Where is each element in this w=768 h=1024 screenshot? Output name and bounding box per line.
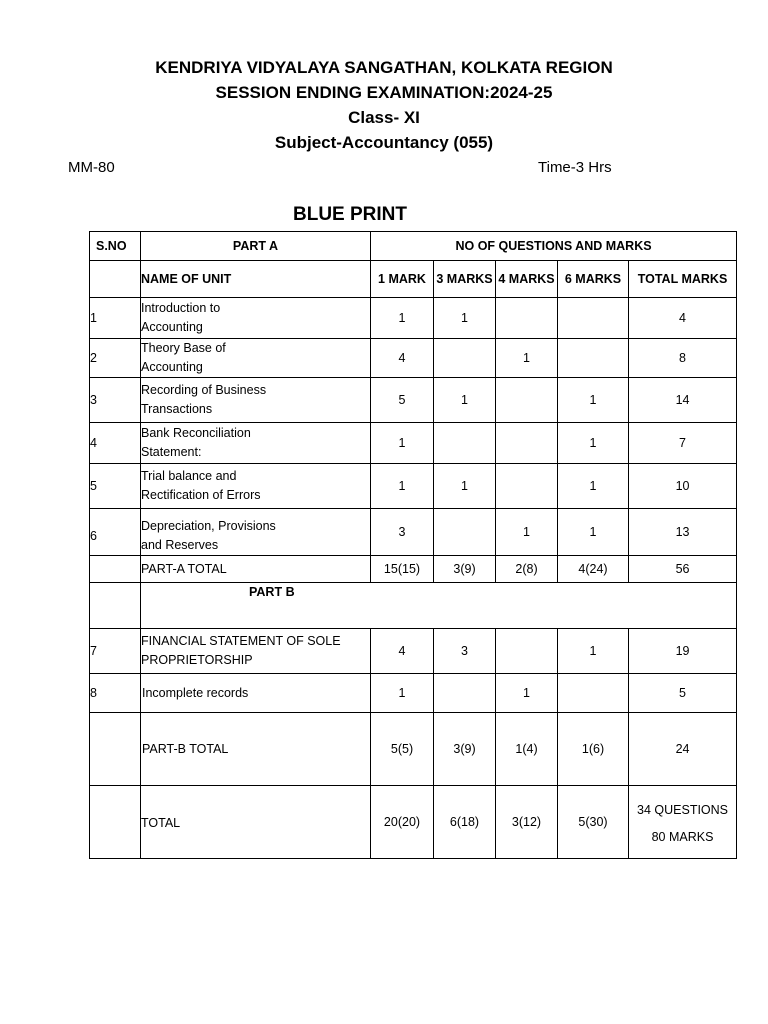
row-sno: 3 xyxy=(90,378,141,423)
part-b-total-marks: 24 xyxy=(629,713,737,786)
row-sno: 2 xyxy=(90,339,141,378)
row-6marks xyxy=(558,298,629,339)
grand-total-1mark: 20(20) xyxy=(371,786,434,859)
row-total: 5 xyxy=(629,674,737,713)
part-a-total-row xyxy=(90,556,737,583)
col-sno-header: S.NO xyxy=(90,232,141,261)
row-unit-name: Recording of Business Transactions xyxy=(141,378,371,423)
row-6marks: 1 xyxy=(558,378,629,423)
row-sno: 4 xyxy=(90,423,141,464)
row-sno: 7 xyxy=(90,629,141,674)
max-marks: MM-80 xyxy=(68,159,115,176)
row-unit-name: Incomplete records xyxy=(141,674,371,713)
col-1mark-header: 1 MARK xyxy=(371,261,434,298)
row-sno: 8 xyxy=(90,674,141,713)
row-6marks xyxy=(558,674,629,713)
row-1mark: 5 xyxy=(371,378,434,423)
empty-cell xyxy=(90,786,141,859)
row-6marks: 1 xyxy=(558,629,629,674)
row-6marks xyxy=(558,339,629,378)
row-unit-name: Theory Base of Accounting xyxy=(141,339,371,378)
table-row xyxy=(90,339,737,378)
part-a-total-6marks: 4(24) xyxy=(558,556,629,583)
row-unit-name: Depreciation, Provisions and Reserves xyxy=(141,509,371,556)
row-1mark: 4 xyxy=(371,629,434,674)
table-row xyxy=(90,378,737,423)
grand-total-row xyxy=(90,786,737,859)
part-a-total-marks: 56 xyxy=(629,556,737,583)
row-3marks: 1 xyxy=(434,298,496,339)
row-3marks xyxy=(434,674,496,713)
part-b-total-label: PART-B TOTAL xyxy=(141,713,371,786)
row-1mark: 1 xyxy=(371,423,434,464)
table-row xyxy=(90,464,737,509)
row-unit-name: FINANCIAL STATEMENT OF SOLE PROPRIETORSHIP xyxy=(141,629,371,674)
table-row xyxy=(90,629,737,674)
col-group-header: NO OF QUESTIONS AND MARKS xyxy=(371,232,737,261)
row-3marks: 1 xyxy=(434,464,496,509)
row-total: 8 xyxy=(629,339,737,378)
table-row xyxy=(90,423,737,464)
row-unit-name: Bank Reconciliation Statement: xyxy=(141,423,371,464)
part-a-total-3marks: 3(9) xyxy=(434,556,496,583)
exam-time: Time-3 Hrs xyxy=(538,159,612,176)
part-b-heading: PART B xyxy=(141,583,737,629)
row-unit-name: Trial balance and Rectification of Errors xyxy=(141,464,371,509)
row-4marks: 1 xyxy=(496,674,558,713)
part-b-heading-row xyxy=(90,583,737,629)
row-4marks xyxy=(496,464,558,509)
row-4marks xyxy=(496,378,558,423)
row-3marks: 1 xyxy=(434,378,496,423)
row-total: 10 xyxy=(629,464,737,509)
col-total-header: TOTAL MARKS xyxy=(629,261,737,298)
school-name: KENDRIYA VIDYALAYA SANGATHAN, KOLKATA REGION xyxy=(155,58,613,77)
row-3marks xyxy=(434,423,496,464)
row-total: 14 xyxy=(629,378,737,423)
part-b-total-3marks: 3(9) xyxy=(434,713,496,786)
row-total: 4 xyxy=(629,298,737,339)
row-1mark: 1 xyxy=(371,674,434,713)
col-6marks-header: 6 MARKS xyxy=(558,261,629,298)
col-4marks-header: 4 MARKS xyxy=(496,261,558,298)
subject-label: Subject-Accountancy (055) xyxy=(274,133,494,152)
row-3marks xyxy=(434,509,496,556)
row-3marks xyxy=(434,339,496,378)
row-total: 7 xyxy=(629,423,737,464)
part-a-total-1mark: 15(15) xyxy=(371,556,434,583)
empty-cell xyxy=(90,556,141,583)
header-row-1 xyxy=(90,232,737,261)
part-b-total-4marks: 1(4) xyxy=(496,713,558,786)
table-row xyxy=(90,298,737,339)
row-1mark: 1 xyxy=(371,464,434,509)
exam-title: SESSION ENDING EXAMINATION:2024-25 xyxy=(215,83,553,102)
grand-total-marks: 34 QUESTIONS 80 MARKS xyxy=(629,786,737,859)
row-4marks xyxy=(496,629,558,674)
row-3marks: 3 xyxy=(434,629,496,674)
row-6marks: 1 xyxy=(558,423,629,464)
row-total: 19 xyxy=(629,629,737,674)
row-6marks: 1 xyxy=(558,509,629,556)
row-sno: 6 xyxy=(90,509,141,556)
row-6marks: 1 xyxy=(558,464,629,509)
grand-total-4marks: 3(12) xyxy=(496,786,558,859)
grand-total-6marks: 5(30) xyxy=(558,786,629,859)
row-1mark: 4 xyxy=(371,339,434,378)
row-4marks: 1 xyxy=(496,339,558,378)
col-unit-header: NAME OF UNIT xyxy=(141,261,371,298)
part-b-total-1mark: 5(5) xyxy=(371,713,434,786)
grand-total-3marks: 6(18) xyxy=(434,786,496,859)
row-1mark: 3 xyxy=(371,509,434,556)
class-label: Class- XI xyxy=(348,108,420,127)
grand-total-label: TOTAL xyxy=(141,786,371,859)
blueprint-table xyxy=(89,231,737,859)
col-part-a-header: PART A xyxy=(141,232,371,261)
col-3marks-header: 3 MARKS xyxy=(434,261,496,298)
row-4marks xyxy=(496,298,558,339)
blue-print-title: BLUE PRINT xyxy=(293,204,407,225)
part-b-total-row xyxy=(90,713,737,786)
row-unit-name: Introduction to Accounting xyxy=(141,298,371,339)
row-4marks: 1 xyxy=(496,509,558,556)
part-a-total-4marks: 2(8) xyxy=(496,556,558,583)
part-b-total-6marks: 1(6) xyxy=(558,713,629,786)
part-a-total-label: PART-A TOTAL xyxy=(141,556,371,583)
row-sno: 5 xyxy=(90,464,141,509)
row-sno: 1 xyxy=(90,298,141,339)
empty-cell xyxy=(90,713,141,786)
row-1mark: 1 xyxy=(371,298,434,339)
table-row xyxy=(90,674,737,713)
empty-cell xyxy=(90,261,141,298)
table-row xyxy=(90,509,737,556)
row-4marks xyxy=(496,423,558,464)
empty-cell xyxy=(90,583,141,629)
row-total: 13 xyxy=(629,509,737,556)
header-row-2 xyxy=(90,261,737,298)
